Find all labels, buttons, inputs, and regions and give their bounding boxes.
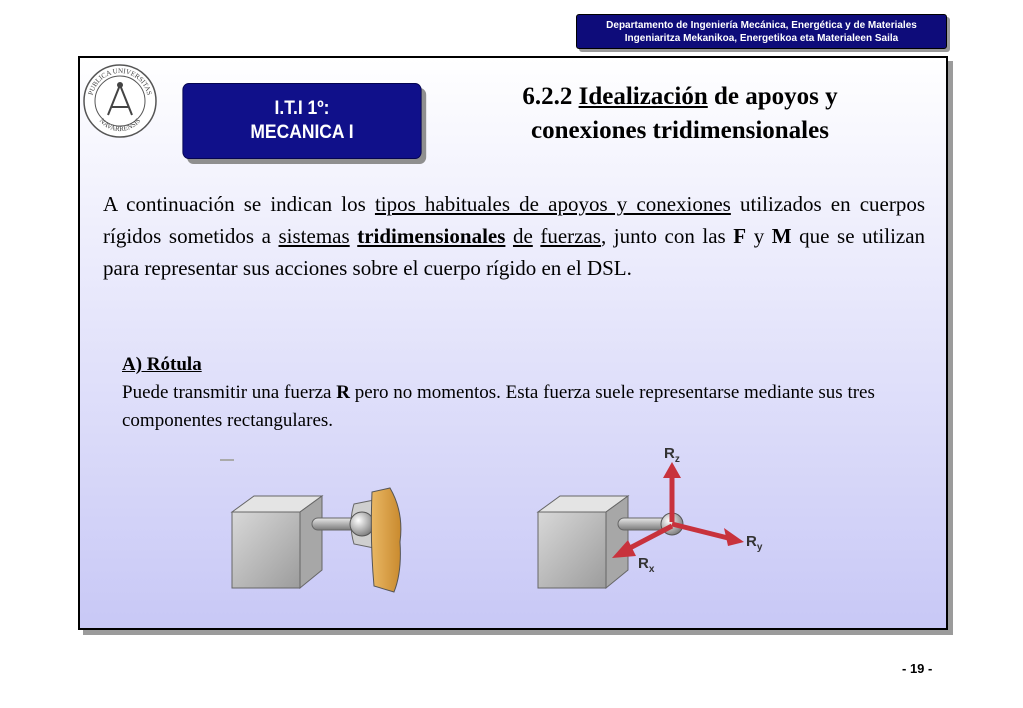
- label-rz-sub: z: [674, 454, 680, 465]
- department-name-eu: Ingeniaritza Mekanikoa, Energetikoa eta Materialeen Saila: [624, 32, 899, 44]
- course-year: I.T.I 1º:: [274, 98, 330, 119]
- reaction-y-arrow: [672, 524, 744, 546]
- title-keyword: Idealización: [578, 83, 708, 110]
- cube-side: [606, 496, 628, 588]
- intro-text: y: [753, 224, 765, 248]
- svg-text:Ry: [746, 533, 763, 553]
- intro-underline: de: [512, 224, 533, 248]
- title-rest: de apoyos y: [714, 83, 838, 110]
- slide-title: [440, 80, 920, 148]
- intro-underline: sistemas: [278, 224, 350, 248]
- label-ry: R: [746, 533, 757, 550]
- ball-joint-reactions-figure: [530, 442, 790, 607]
- label-rx-sub: x: [648, 564, 655, 575]
- course-label-box: [182, 83, 421, 159]
- intro-text: que se utilizan para representar sus acciones sobre el cuerpo rígido en el DSL.: [103, 224, 926, 280]
- section-text: pero no momentos. Esta fuerza suele representarse mediante sus tres componentes rectangulares.: [122, 382, 875, 431]
- svg-text:Rz: [664, 445, 680, 465]
- intro-underline: fuerzas: [540, 224, 601, 248]
- page-number: - 19 -: [902, 661, 933, 676]
- intro-underline: tipos habituales de apoyos y conexiones: [374, 192, 731, 216]
- cube-front: [538, 512, 606, 588]
- intro-paragraph: [103, 188, 925, 284]
- seal-text-bottom: NAVARRENSIS: [97, 116, 143, 134]
- department-name-es: Departamento de Ingeniería Mecánica, Energética y de Materiales: [606, 19, 917, 31]
- cube-front: [232, 512, 300, 588]
- svg-text:Rx: [638, 555, 655, 575]
- intro-bold: M: [771, 224, 792, 248]
- department-banner: [576, 14, 947, 49]
- reaction-z-arrow: [663, 462, 681, 522]
- intro-bold: F: [733, 224, 747, 248]
- label-rz: R: [664, 445, 675, 462]
- title-number: 6.2.2: [522, 83, 573, 110]
- section-bold: R: [336, 382, 350, 403]
- support-wall: [371, 488, 401, 592]
- scratch-mark: [220, 459, 234, 461]
- section-body: [122, 379, 912, 435]
- ball-joint-figure: [214, 452, 424, 602]
- intro-text: utilizados en cuerpos rígidos sometidos a: [103, 192, 926, 248]
- course-name: MECANICA I: [250, 122, 354, 143]
- label-ry-sub: y: [756, 542, 763, 553]
- cube-side: [300, 496, 322, 588]
- intro-text: A continuación se indican los: [103, 192, 366, 216]
- section-heading: A) Rótula: [122, 354, 202, 375]
- title-line2: conexiones tridimensionales: [531, 117, 829, 144]
- intro-underline-bold: tridimensionales: [357, 224, 506, 248]
- seal-text-top: PUBLICA UNIVERSITAS: [86, 66, 154, 97]
- intro-text: , junto con las: [600, 224, 726, 248]
- section-text: Puede transmitir una fuerza: [122, 382, 332, 403]
- joint-ball: [350, 512, 374, 536]
- label-rx: R: [638, 555, 649, 572]
- university-seal-icon: [82, 63, 158, 139]
